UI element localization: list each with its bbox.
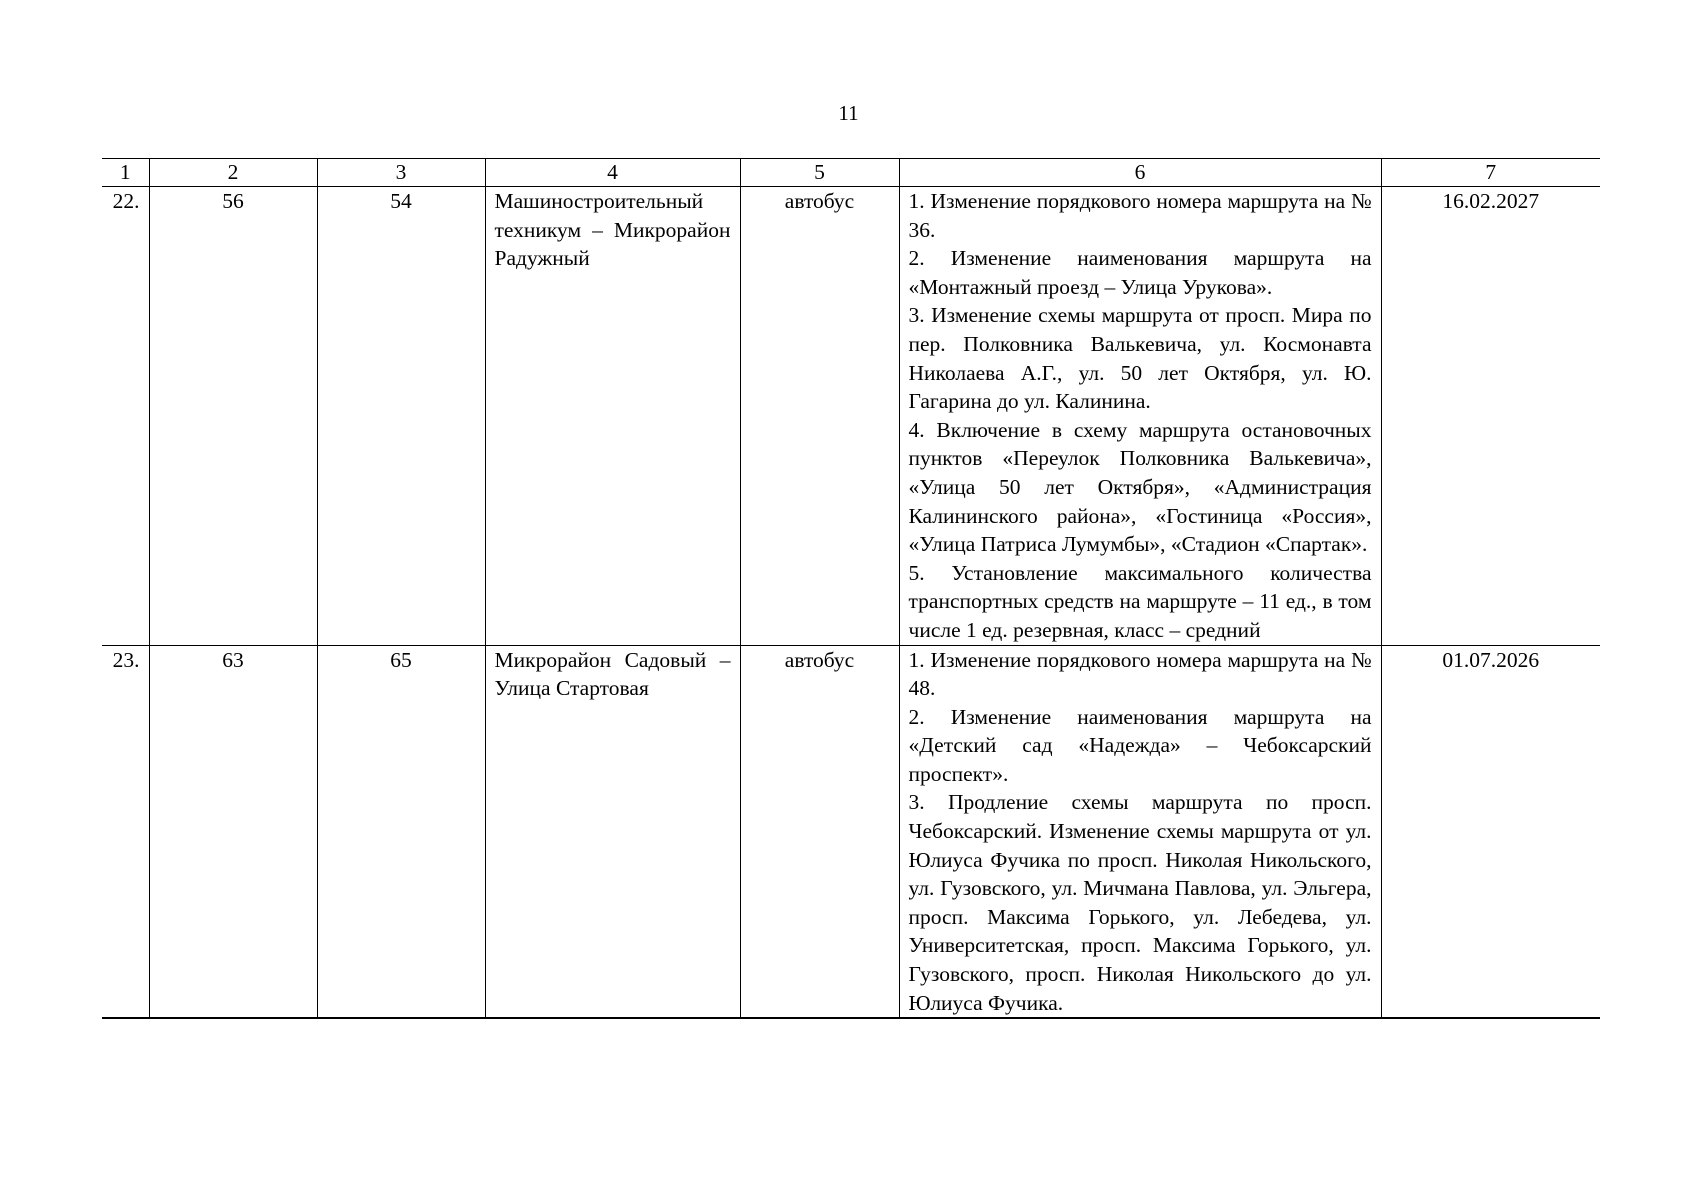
- change-date: 01.07.2026: [1381, 645, 1600, 1018]
- row-number: 22.: [102, 187, 149, 646]
- change-item: 3. Продление схемы маршрута по просп. Чебоксарский. Изменение схемы маршрута от ул. Юлиуса Фучика по просп. Николая Никольского, ул. Гузовского, ул. Мичмана Павлова, ул. Эльгера, просп. Максима Горького, ул. Лебедева, ул. Университетская, просп. Максима Горького, ул. Гузовского, просп. Николая Никольского до ул. Юлиуса Фучика.: [908, 790, 1372, 1015]
- row-number: 23.: [102, 645, 149, 1018]
- column-header: 7: [1381, 159, 1600, 187]
- change-item: 4. Включение в схему маршрута остановочных пунктов «Переулок Полковника Валькевича», «Улица 50 лет Октября», «Администрация Калининского района», «Гостиница «Россия», «Улица Патриса Лумумбы», «Стадион «Спартак».: [908, 417, 1372, 557]
- change-item: 1. Изменение порядкового номера маршрута на № 36.: [908, 189, 1372, 242]
- old-route-number: 63: [149, 645, 317, 1018]
- change-item: 5. Установление максимального количества транспортных средств на маршруте – 11 ед., в том числе 1 ед. резервная, класс – средний: [908, 560, 1372, 642]
- column-header: 2: [149, 159, 317, 187]
- old-route-number: 56: [149, 187, 317, 646]
- change-item: 2. Изменение наименования маршрута на «Детский сад «Надежда» – Чебоксарский проспект».: [908, 704, 1372, 786]
- column-header: 6: [899, 159, 1381, 187]
- route-code: 54: [317, 187, 485, 646]
- routes-table: [102, 158, 1600, 1019]
- change-date: 16.02.2027: [1381, 187, 1600, 646]
- header-row: [102, 159, 1600, 187]
- column-header: 1: [102, 159, 149, 187]
- route-name: Машиностроительный техникум – Микрорайон Радужный: [485, 187, 740, 646]
- transport-type: автобус: [740, 645, 899, 1018]
- table-row: [102, 645, 1600, 1018]
- column-header: 4: [485, 159, 740, 187]
- column-header: 5: [740, 159, 899, 187]
- route-changes: [899, 187, 1381, 646]
- route-name: Микрорайон Садовый – Улица Стартовая: [485, 645, 740, 1018]
- transport-type: автобус: [740, 187, 899, 646]
- column-header: 3: [317, 159, 485, 187]
- change-item: 1. Изменение порядкового номера маршрута на № 48.: [908, 647, 1372, 701]
- table-row: [102, 187, 1600, 646]
- change-item: 2. Изменение наименования маршрута на «Монтажный проезд – Улица Урукова».: [908, 246, 1372, 299]
- change-item: 3. Изменение схемы маршрута от просп. Мира по пер. Полковника Валькевича, ул. Космонавта Николаева А.Г., ул. 50 лет Октября, ул. Ю. Гагарина до ул. Калинина.: [908, 303, 1372, 414]
- route-code: 65: [317, 645, 485, 1018]
- route-changes: [899, 645, 1381, 1018]
- page-number: 11: [838, 101, 859, 125]
